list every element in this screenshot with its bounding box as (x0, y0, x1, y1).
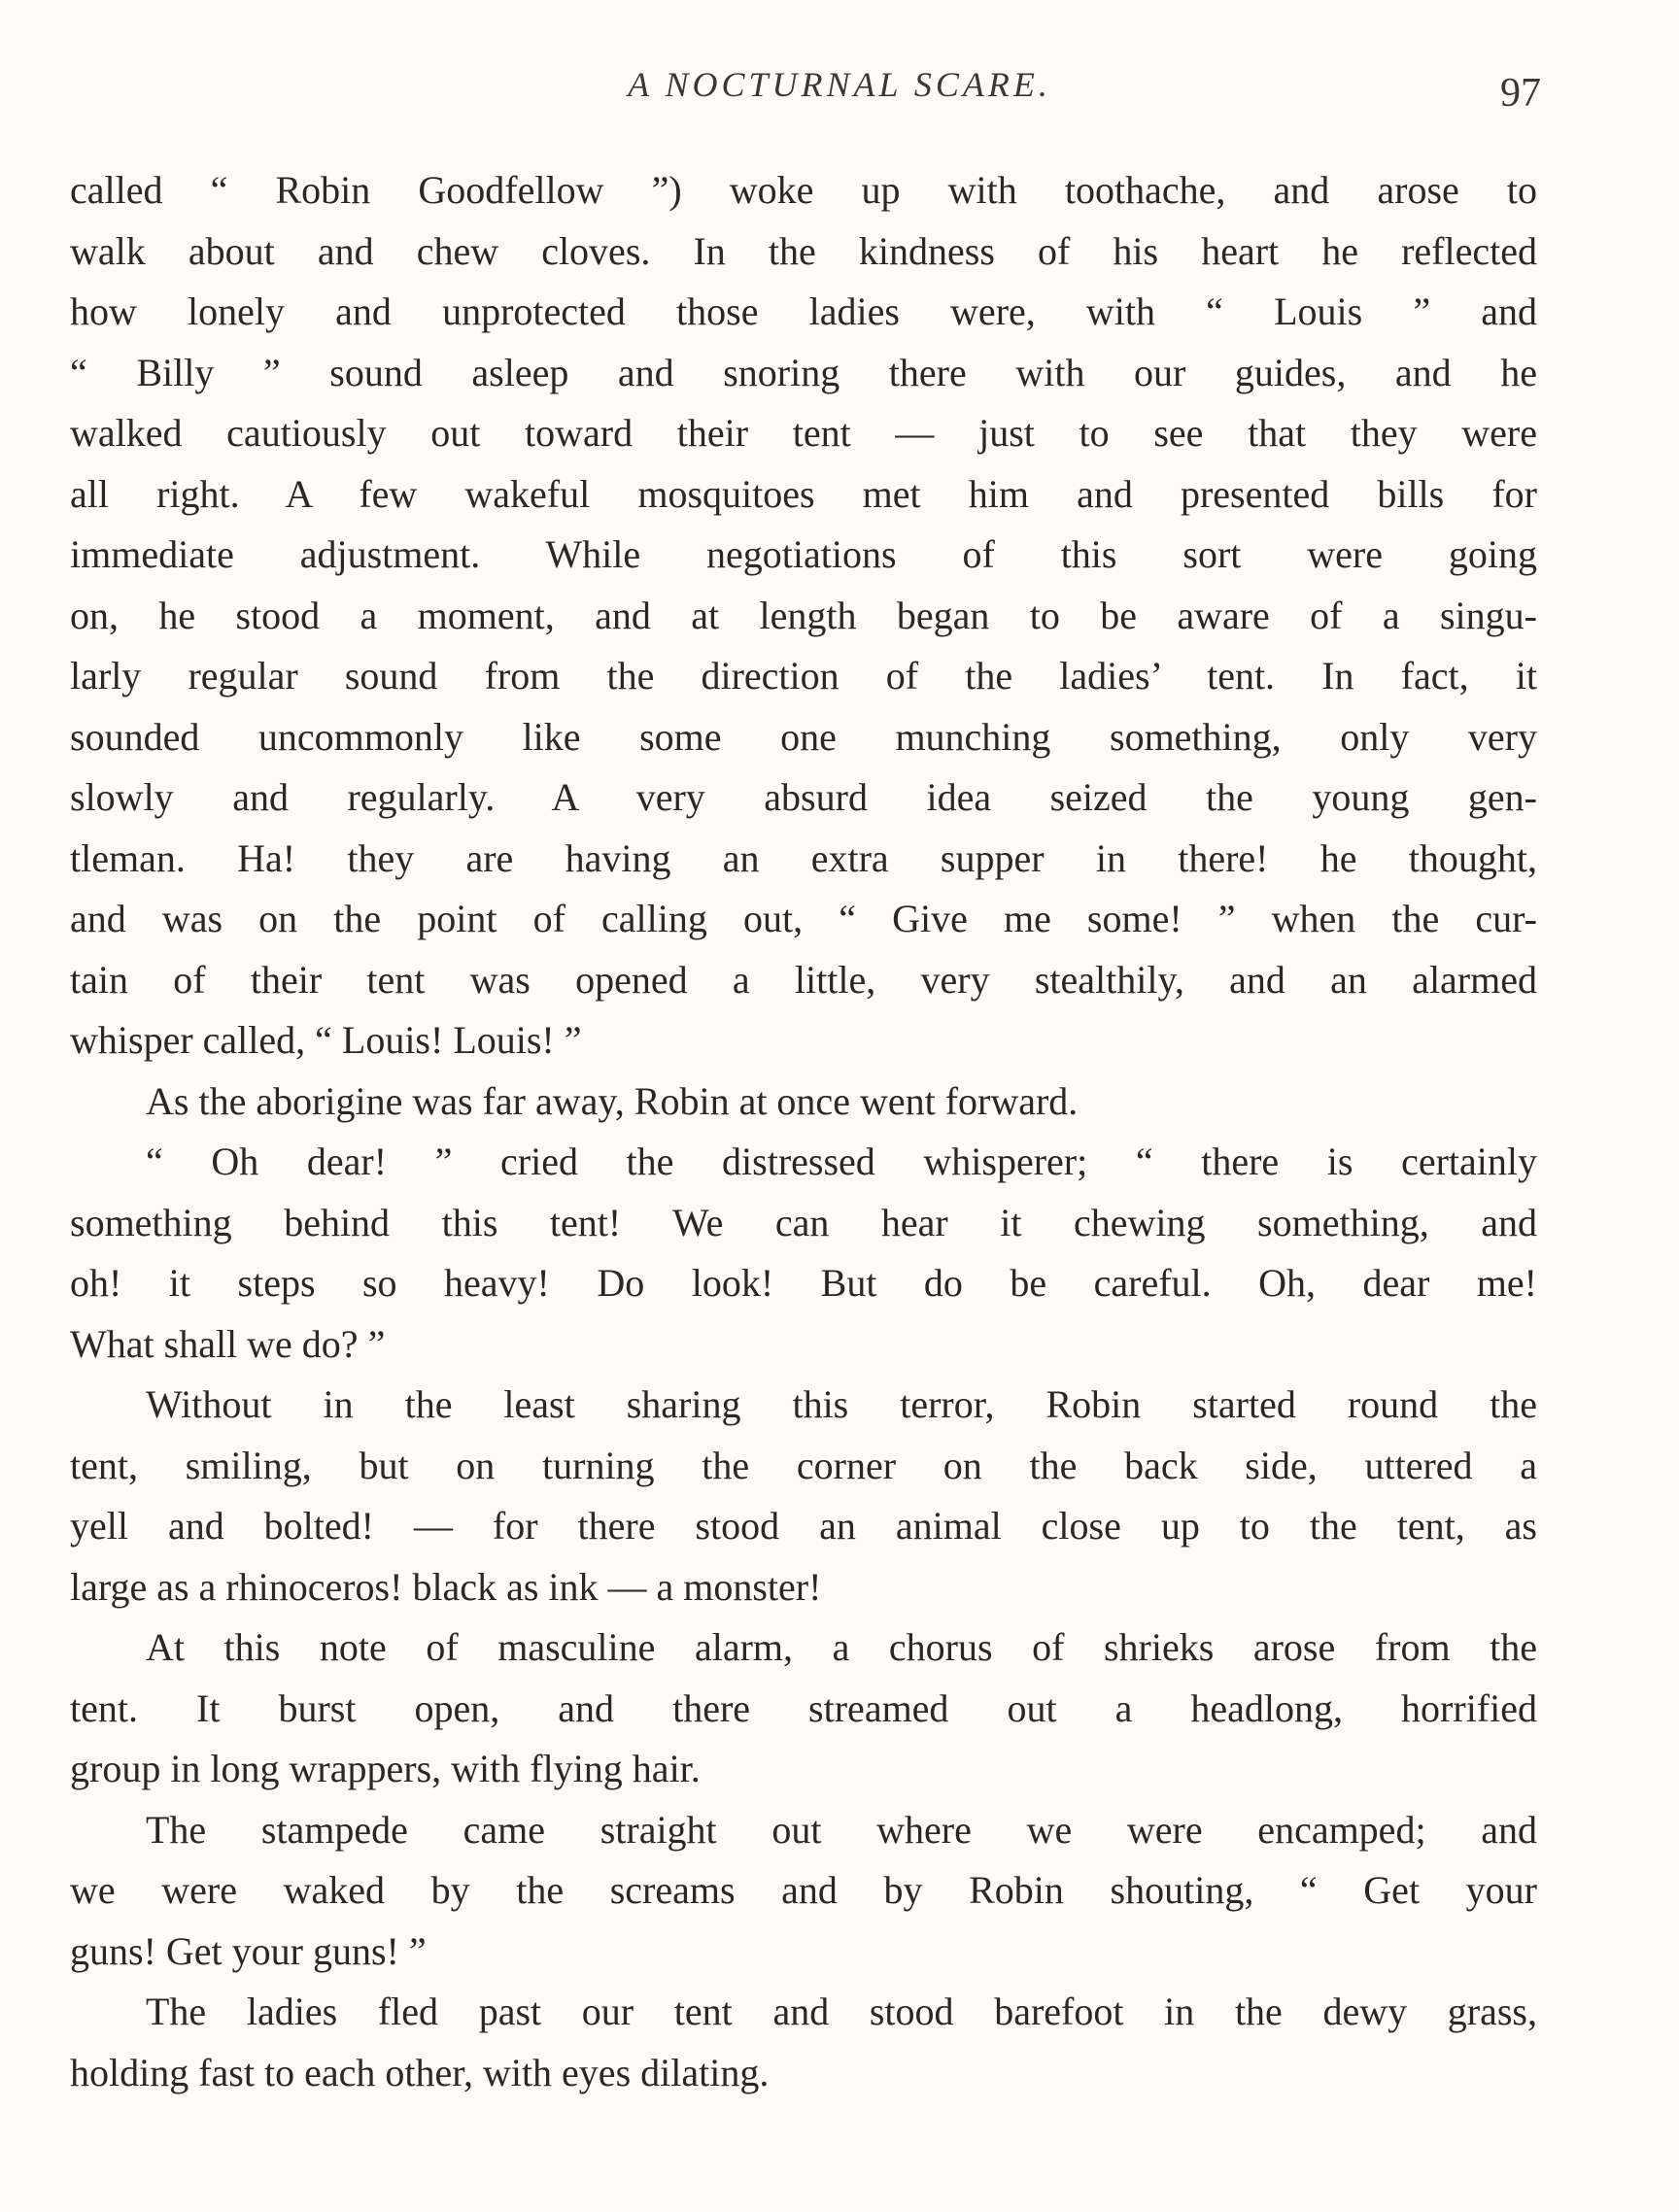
text-line: walk about and chew cloves. In the kindness of his heart he reflected (70, 228, 1537, 273)
text-line: “ Oh dear! ” cried the distressed whisperer; “ there is certainly (146, 1140, 1537, 1183)
text-line: on, he stood a moment, and at length began to be aware of a singu- (70, 593, 1537, 637)
text-line: and was on the point of calling out, “ Give me some! ” when the cur- (70, 897, 1537, 940)
text-line: As the aborigine was far away, Robin at once went forward. (146, 1078, 1079, 1123)
text-line: walked cautiously out toward their tent — just to see that they were (70, 411, 1537, 455)
text-line: tleman. Ha! they are having an extra supper in there! he thought, (70, 835, 1537, 880)
page-number: 97 (1500, 71, 1541, 116)
text-line: something behind this tent! We can hear it chewing something, and (70, 1200, 1537, 1244)
text-line: slowly and regularly. A very absurd idea seized the young gen- (70, 775, 1537, 819)
text-line: Without in the least sharing this terror, Robin started round the (146, 1382, 1537, 1426)
text-line: tain of their tent was opened a little, very stealthily, and an alarmed (70, 957, 1537, 1002)
paragraph-6 (70, 1800, 1537, 1983)
paragraph-1 (70, 160, 1537, 1072)
text-line: holding fast to each other, with eyes dilating. (70, 2050, 770, 2094)
text-line: called “ Robin Goodfellow ”) woke up with toothache, and arose to (70, 168, 1537, 212)
text-line: all right. A few wakeful mosquitoes met him and presented bills for (70, 471, 1537, 516)
text-line: The stampede came straight out where we were encamped; and (146, 1807, 1537, 1852)
paragraph-2 (70, 1072, 1537, 1133)
text-line: group in long wrappers, with flying hair. (70, 1747, 701, 1790)
body-text (70, 160, 1537, 2103)
text-line: whisper called, “ Louis! Louis! ” (70, 1018, 582, 1062)
text-line: At this note of masculine alarm, a chorus of shrieks arose from the (146, 1625, 1537, 1669)
paragraph-7 (70, 1982, 1537, 2103)
text-line: “ Billy ” sound asleep and snoring there with our guides, and he (70, 350, 1537, 394)
text-line: The ladies fled past our tent and stood barefoot in the dewy grass, (146, 1990, 1537, 2033)
text-line: What shall we do? ” (70, 1321, 386, 1366)
paragraph-4 (70, 1375, 1537, 1617)
text-line: oh! it steps so heavy! Do look! But do be careful. Oh, dear me! (70, 1261, 1537, 1305)
text-line: yell and bolted! — for there stood an animal close up to the tent, as (70, 1504, 1537, 1548)
text-line: large as a rhinoceros! black as ink — a monster! (70, 1564, 822, 1609)
text-line: how lonely and unprotected those ladies were, with “ Louis ” and (70, 289, 1537, 333)
text-line: sounded uncommonly like some one munching something, only very (70, 714, 1537, 759)
paragraph-3 (70, 1132, 1537, 1375)
paragraph-5 (70, 1617, 1537, 1800)
text-line: larly regular sound from the direction of the ladies’ tent. In fact, it (70, 654, 1537, 698)
text-line: tent. It burst open, and there streamed out a headlong, horrified (70, 1685, 1537, 1730)
text-line: guns! Get your guns! ” (70, 1928, 427, 1973)
text-line: we were waked by the screams and by Robin shouting, “ Get your (70, 1868, 1537, 1912)
text-line: tent, smiling, but on turning the corner on the back side, uttered a (70, 1443, 1537, 1487)
running-head: A NOCTURNAL SCARE. (628, 65, 1051, 104)
text-line: immediate adjustment. While negotiations of this sort were going (70, 532, 1537, 576)
